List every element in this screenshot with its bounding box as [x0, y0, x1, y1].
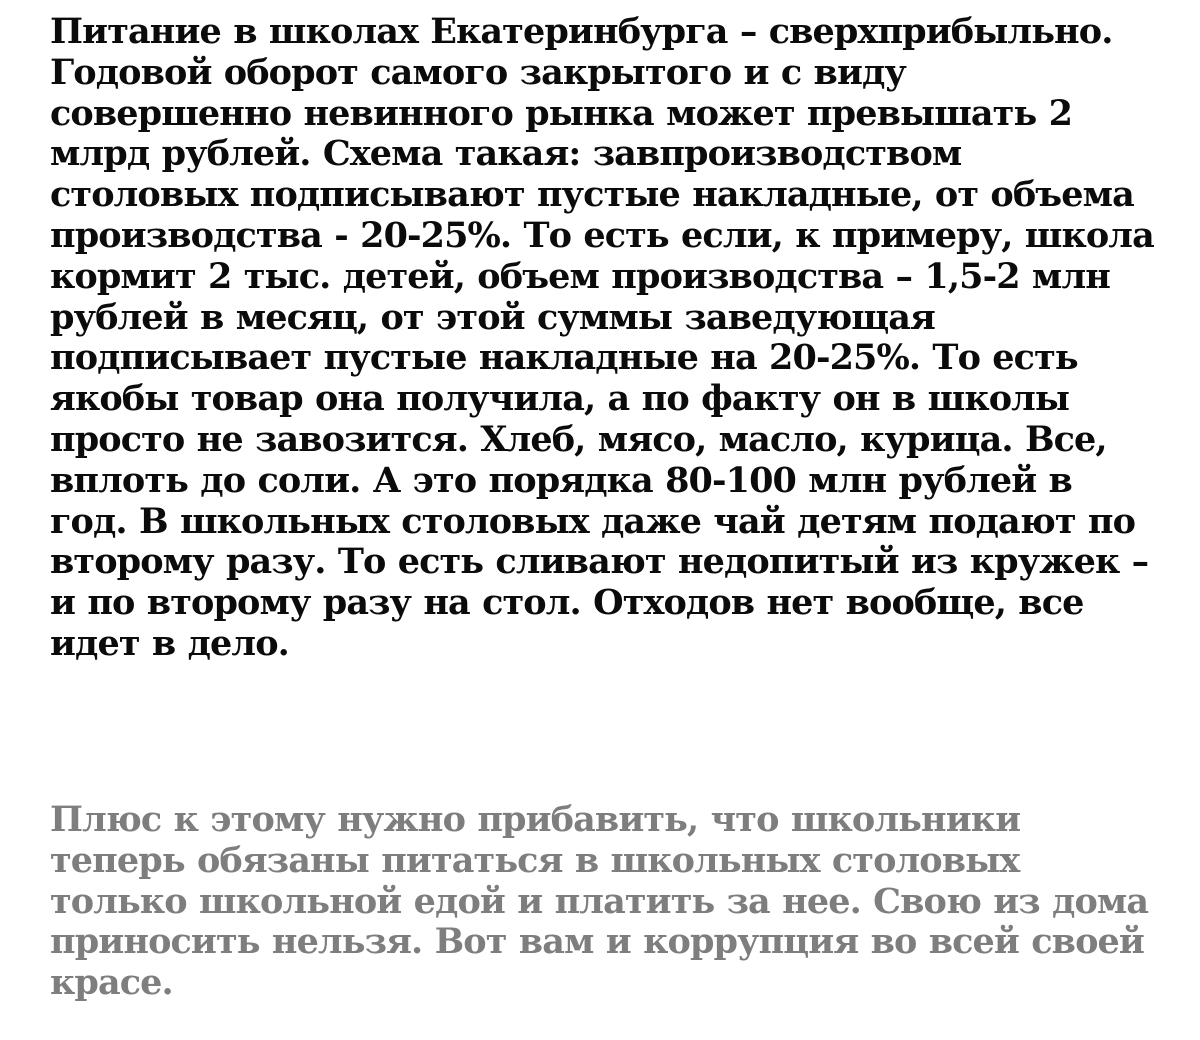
main-paragraph — [50, 12, 1160, 665]
secondary-paragraph — [50, 800, 1160, 1004]
text-line: год. В школьных столовых даже чай детям подают по — [50, 500, 1136, 542]
text-line: млрд рублей. Схема такая: завпроизводством — [50, 133, 962, 175]
text-line: кормит 2 тыс. детей, объем производства – 1,5-2 млн — [50, 255, 1110, 297]
text-line: совершенно невинного рынка может превышать 2 — [50, 92, 1073, 134]
text-line: просто не завозится. Хлеб, мясо, масло, курица. Все, — [50, 418, 1107, 460]
text-line: рублей в месяц, от этой суммы заведующая — [50, 296, 936, 338]
text-line: Питание в школах Екатеринбурга – сверхприбыльно. — [50, 11, 1113, 52]
text-line: вплоть до соли. А это порядка 80-100 млн рублей в — [50, 459, 1072, 501]
text-line: и по второму разу на стол. Отходов нет вообще, все — [50, 582, 1084, 624]
text-line: теперь обязаны питаться в школьных столовых — [50, 839, 1020, 881]
text-line: подписывает пустые накладные на 20-25%. То есть — [50, 337, 1078, 379]
text-line: только школьной едой и платить за нее. Свою из дома — [50, 880, 1149, 922]
text-line: идет в дело. — [50, 622, 289, 664]
text-line: Плюс к этому нужно прибавить, что школьники — [50, 799, 1021, 840]
text-line: производства - 20-25%. То есть если, к примеру, школа — [50, 214, 1154, 256]
text-line: столовых подписывают пустые накладные, от объема — [50, 174, 1134, 216]
text-line: якобы товар она получила, а по факту он в школы — [50, 378, 1070, 420]
text-line: второму разу. То есть сливают недопитый из кружек – — [50, 541, 1149, 583]
text-line: красе. — [50, 962, 173, 1004]
text-line: приносить нельзя. Вот вам и коррупция во всей своей — [50, 921, 1144, 963]
text-line: Годовой оборот самого закрытого и с виду — [50, 51, 906, 93]
